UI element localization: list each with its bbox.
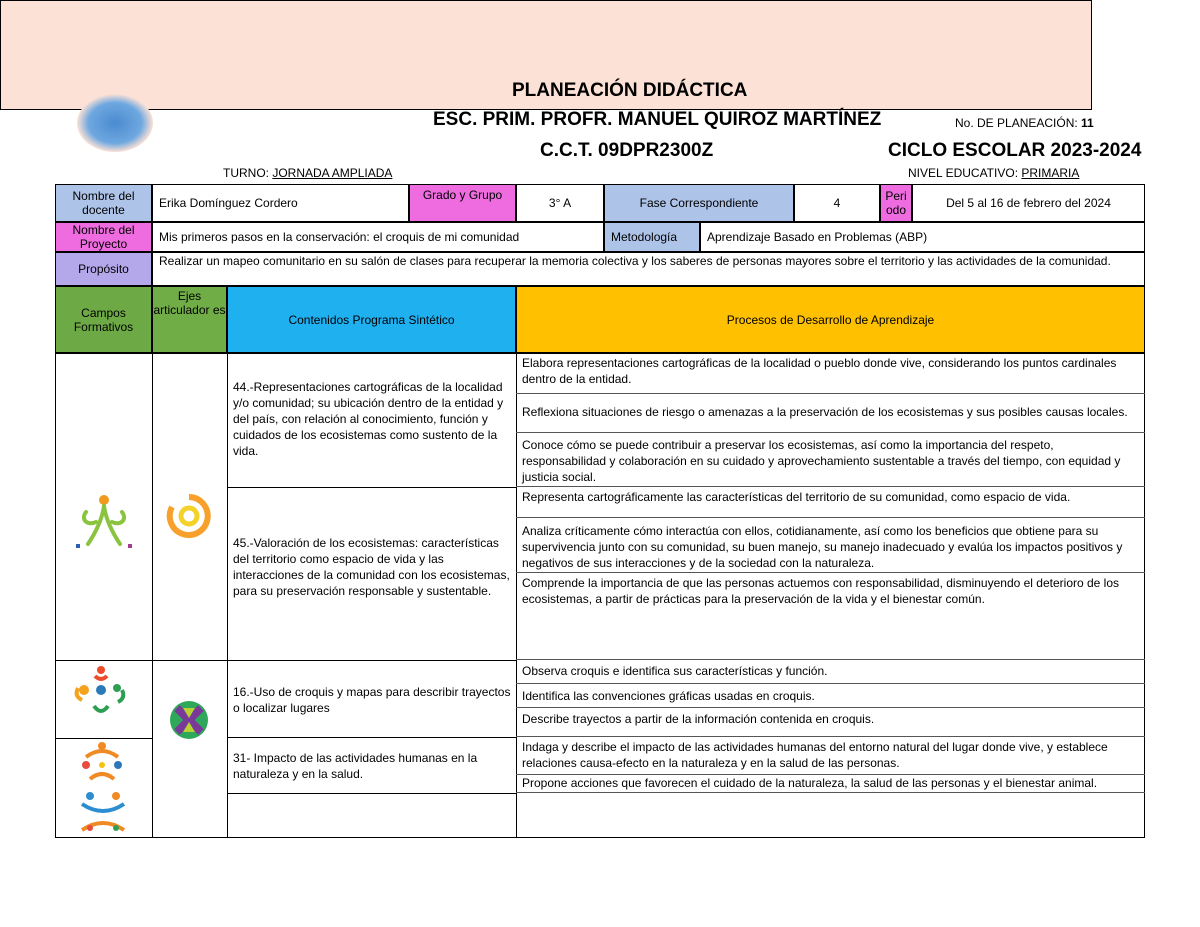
level-value: PRIMARIA — [1021, 166, 1080, 180]
process-10: Indaga y describe el impacto de las actividades humanas del entorno natural del lugar donde vive, y establece relaciones causa-efecto en la naturaleza y en la salud de las personas. — [516, 737, 1145, 775]
teacher-label: Nombre del docente — [55, 184, 152, 222]
process-11: Propone acciones que favorecen el cuidado de la naturaleza, la salud de las personas y el bienestar animal. — [516, 775, 1145, 793]
orange-people-icon — [76, 741, 128, 785]
phase-label: Fase Correspondiente — [604, 184, 794, 222]
level-label: NIVEL EDUCATIVO: — [908, 166, 1019, 180]
orange-ring-icon — [166, 493, 212, 539]
process-9: Describe trayectos a partir de la información contenida en croquis. — [516, 708, 1145, 737]
school-logo — [75, 92, 155, 154]
process-5: Analiza críticamente cómo interactúa con ellos, cotidianamente, así como los beneficios que obtiene para su supervivencia junto con su comunidad, su buen manejo, su manejo inadecuado y evalúa los impactos positivos y negativos de sus interacciones y de la sociedad con la naturaleza. — [516, 518, 1145, 573]
process-1: Elabora representaciones cartográficas de la localidad o pueblo donde vive, considerando los puntos cardinales dentro de la entidad. — [516, 353, 1145, 394]
teacher-value: Erika Domínguez Cordero — [152, 184, 409, 222]
process-7: Observa croquis e identifica sus características y función. — [516, 660, 1145, 684]
content-45: 45.-Valoración de los ecosistemas: características del territorio como espacio de vida y las interacciones de la comunidad con los ecosistemas, para su preservación responsable y sustentable. — [233, 536, 510, 598]
planning-value: 11 — [1081, 116, 1094, 130]
process-3: Conoce cómo se puede contribuir a preservar los ecosistemas, así como la importancia del respeto, responsabilidad y colaboración en su cuidado y aprovechamiento sustentable a través del tiempo, con equidad y justicia social. — [516, 433, 1145, 487]
school-name: ESC. PRIM. PROFR. MANUEL QUIROZ MARTÍNEZ — [433, 109, 882, 130]
sprout-people-icon — [74, 492, 134, 552]
contents-header: Contenidos Programa Sintético — [227, 286, 516, 353]
shift-value: JORNADA AMPLIADA — [272, 166, 393, 180]
process-4: Representa cartográficamente las características del territorio de su comunidad, como espacio de vida. — [516, 487, 1145, 518]
content-16: 16.-Uso de croquis y mapas para describir trayectos o localizar lugares — [233, 685, 511, 715]
project-value: Mis primeros pasos en la conservación: el croquis de mi comunidad — [152, 222, 604, 252]
purpose-label: Propósito — [55, 252, 152, 286]
shift — [223, 166, 392, 180]
grade-label: Grado y Grupo — [409, 184, 516, 222]
planning-number — [955, 116, 1094, 130]
shift-label: TURNO: — [223, 166, 269, 180]
process-2: Reflexiona situaciones de riesgo o amenazas a la preservación de los ecosistemas y sus posibles causas locales. — [516, 394, 1145, 433]
content-44: 44.-Representaciones cartográficas de la localidad y/o comunidad; su ubicación dentro de la entidad y del país, con relación al conocimiento, función y cuidados de los ecosistemas como sustento de la vida. — [233, 380, 504, 458]
multicolor-people-icon — [78, 790, 128, 834]
processes-header: Procesos de Desarrollo de Aprendizaje — [516, 286, 1145, 353]
method-value: Aprendizaje Basado en Problemas (ABP) — [700, 222, 1145, 252]
purpose-value: Realizar un mapeo comunitario en su salón de clases para recuperar la memoria colectiva y los saberes de personas mayores sobre el territorio y las actividades de la comunidad. — [152, 252, 1145, 286]
period-value: Del 5 al 16 de febrero del 2024 — [912, 184, 1145, 222]
content-31: 31- Impacto de las actividades humanas en la naturaleza y en la salud. — [233, 751, 478, 781]
doc-title: PLANEACIÓN DIDÁCTICA — [512, 80, 748, 101]
green-purple-cross-icon — [169, 700, 209, 740]
method-label: Metodología — [604, 222, 700, 252]
planning-label: No. DE PLANEACIÓN: — [955, 116, 1078, 130]
project-label: Nombre del Proyecto — [55, 222, 152, 252]
process-8: Identifica las convenciones gráficas usadas en croquis. — [516, 684, 1145, 708]
axes-header: Ejes articulador es — [152, 286, 227, 353]
cct: C.C.T. 09DPR2300Z — [540, 140, 714, 161]
school-cycle: CICLO ESCOLAR 2023-2024 — [888, 140, 1142, 161]
period-label: Peri odo — [880, 184, 912, 222]
colored-people-circle-icon — [70, 664, 132, 718]
process-6: Comprende la importancia de que las personas actuemos con responsabilidad, disminuyendo el deterioro de los ecosistemas, a partir de prácticas para la preservación de la vida y el bienestar común. — [516, 573, 1145, 660]
level — [908, 166, 1079, 180]
fields-header: Campos Formativos — [55, 286, 152, 353]
grade-value: 3° A — [516, 184, 604, 222]
phase-value: 4 — [794, 184, 880, 222]
